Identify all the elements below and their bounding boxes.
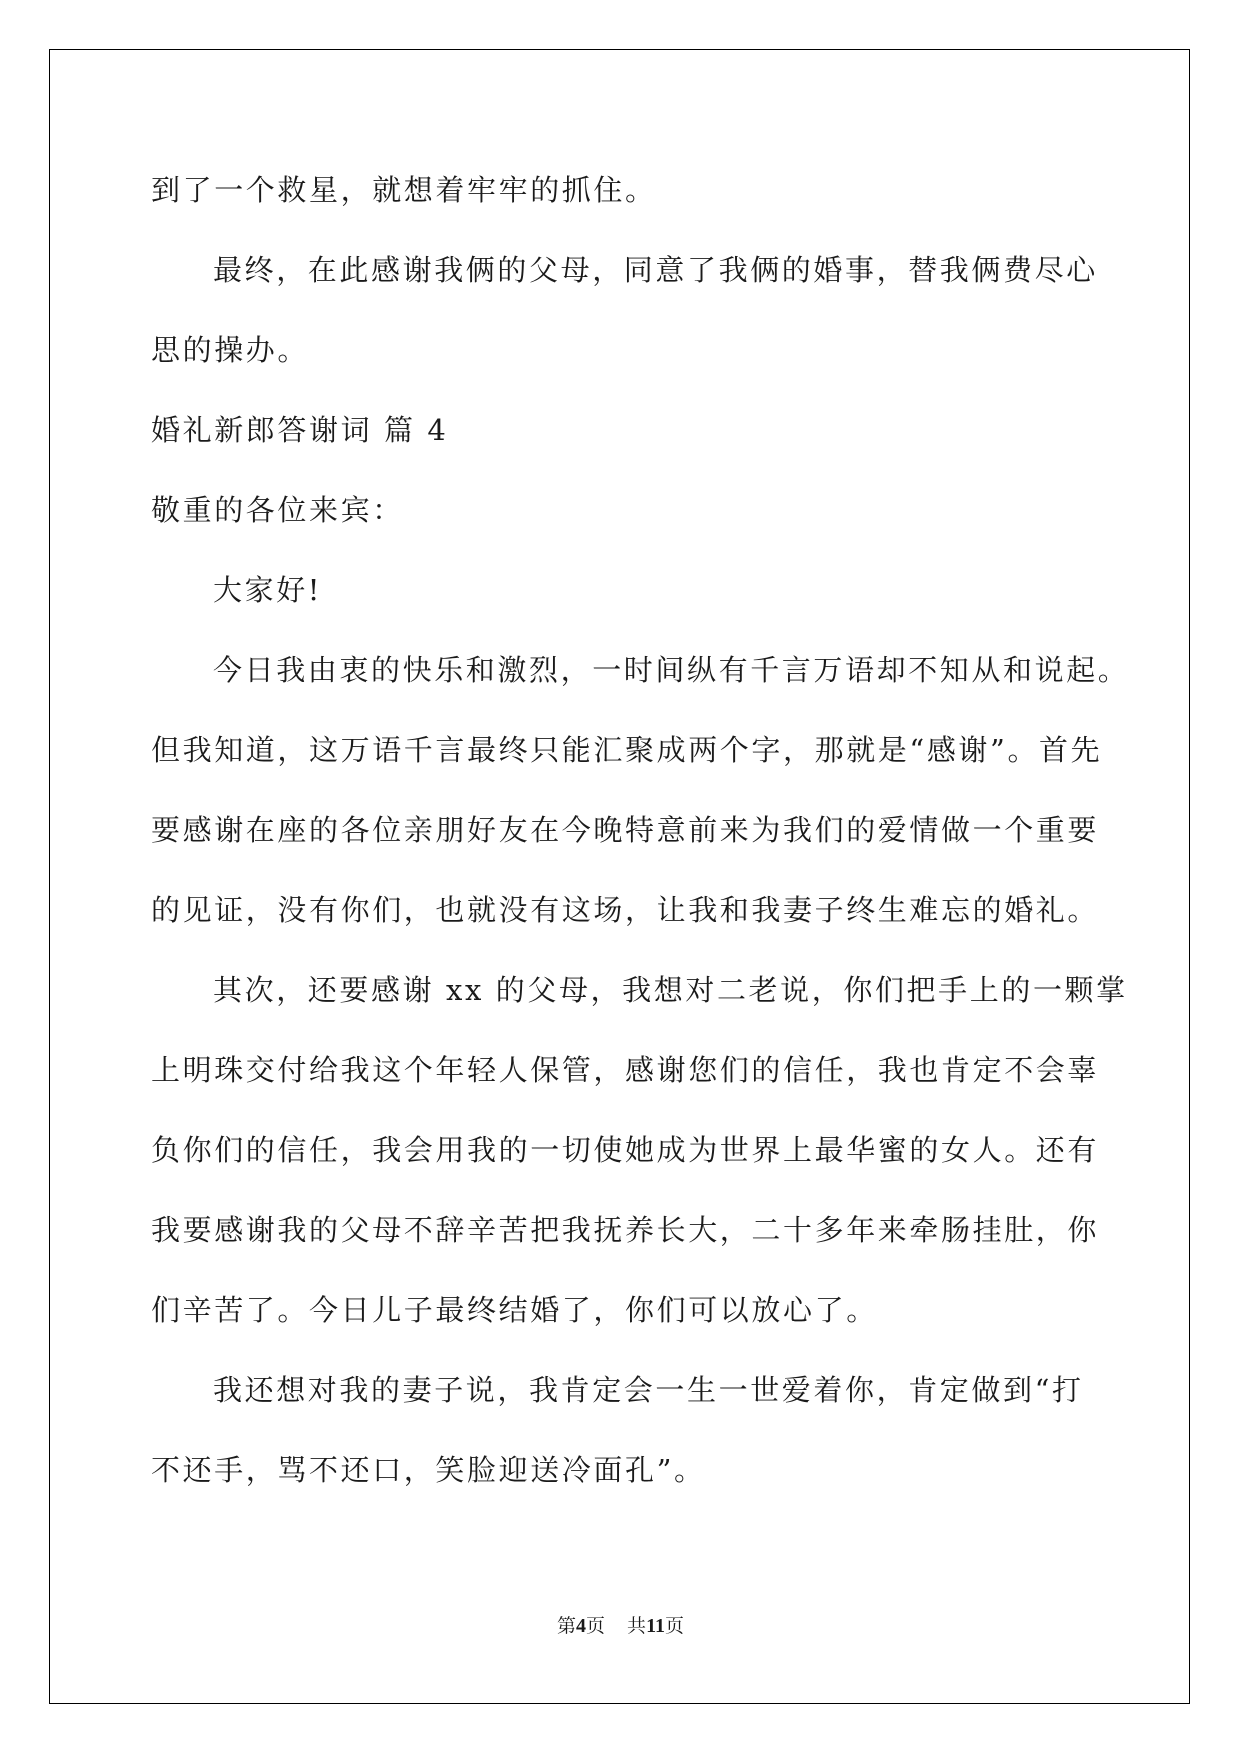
page-footer [0,1614,1241,1638]
text-line: 我要感谢我的父母不辞辛苦把我抚养长大，二十多年来牵肠挂肚，你 [151,1213,1100,1247]
page-suffix: 页 [586,1615,606,1637]
text-line: 思的操办。 [151,333,310,367]
text-line: 要感谢在座的各位亲朋好友在今晚特意前来为我们的爱情做一个重要 [151,813,1100,847]
section-heading: 婚礼新郎答谢词 篇 4 [151,413,449,447]
text-line: 上明珠交付给我这个年轻人保管，感谢您们的信任，我也肯定不会辜 [151,1053,1100,1087]
text-line: 今日我由衷的快乐和激烈，一时间纵有千言万语却不知从和说起。 [213,653,1130,687]
text-line: 负你们的信任，我会用我的一切使她成为世界上最华蜜的女人。还有 [151,1133,1100,1167]
total-suffix: 页 [664,1615,684,1637]
text-line: 到了一个救星，就想着牢牢的抓住。 [151,173,657,207]
text-line: 们辛苦了。今日儿子最终结婚了，你们可以放心了。 [151,1293,878,1327]
text-line: 不还手，骂不还口，笑脸迎送冷面孔”。 [151,1453,706,1487]
page-prefix: 第 [557,1615,577,1637]
text-line: 的见证，没有你们，也就没有这场，让我和我妻子终生难忘的婚礼。 [151,893,1100,927]
text-line: 但我知道，这万语千言最终只能汇聚成两个字，那就是“感谢”。首先 [151,733,1103,767]
salutation: 敬重的各位来宾： [151,493,404,527]
total-prefix: 共 [627,1615,647,1637]
text-line: 其次，还要感谢 xx 的父母，我想对二老说，你们把手上的一颗掌 [213,973,1128,1007]
total-pages: 11 [646,1615,665,1637]
page-number: 4 [576,1615,587,1637]
text-line: 最终，在此感谢我俩的父母，同意了我俩的婚事，替我俩费尽心 [213,253,1098,287]
text-line: 我还想对我的妻子说，我肯定会一生一世爱着你，肯定做到“打 [213,1373,1084,1407]
greeting: 大家好! [213,573,323,607]
